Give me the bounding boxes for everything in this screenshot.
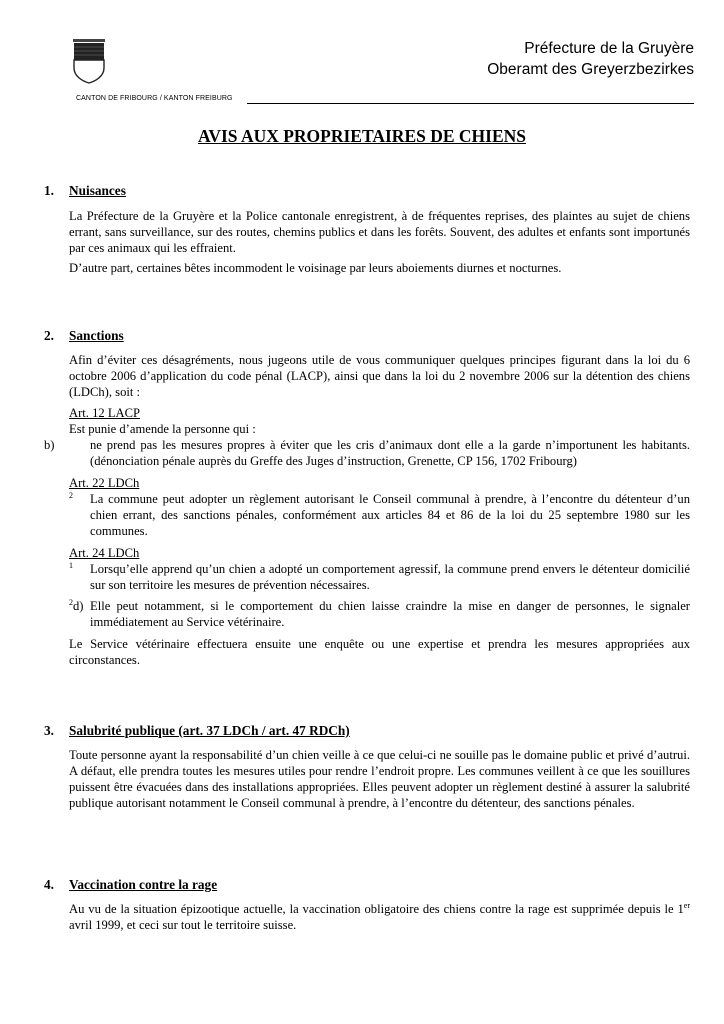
page-title: AVIS AUX PROPRIETAIRES DE CHIENS [197, 126, 527, 146]
section-sanctions [44, 328, 690, 672]
paragraph-number: 2 [69, 491, 73, 500]
article-item [69, 561, 690, 593]
article-item [44, 437, 690, 469]
paragraph-number: 2 [69, 597, 73, 607]
item-text: La commune peut adopter un règlement autorisant le Conseil communal à prendre, à l’encontre du détenteur d’un chien errant, des sanctions pénales, conformément aux articles 84 et 86 de la loi du 25 septembre 1980 sur les communes. [90, 492, 690, 538]
section-heading [44, 183, 690, 201]
paragraph: Au vu de la situation épizootique actuelle, la vaccination obligatoire des chiens contre la rage est supprimée depuis le 1er avril 1999, et ceci sur tout le territoire suisse. [69, 900, 690, 932]
item-text: ne prend pas les mesures propres à éviter que les cris d’animaux dont elle a la garde n’importunent les habitants. (dénonciation pénale auprès du Greffe des Juges d’instruction, Grenette, CP 156, 1702 Fribourg) [90, 438, 690, 468]
paragraph: Afin d’éviter ces désagréments, nous jugeons utile de vous communiquer quelques principes figurant dans la loi du 6 octobre 2006 d’application du code pénal (LACP), ainsi que dans la loi du 2 novembre 2006 sur la détention des chiens (LDCh), soit : [69, 353, 690, 399]
paragraph-number: 1 [69, 561, 73, 570]
section-nuisances [44, 183, 690, 280]
section-salubrite [44, 723, 690, 815]
article-line: Est punie d’amende la personne qui : [69, 422, 256, 436]
section-title: Vaccination contre la rage [69, 877, 218, 892]
section-title: Salubrité publique (art. 37 LDCh / art. 47 RDCh) [69, 723, 350, 738]
section-vaccination [44, 877, 690, 937]
paragraph: D’autre part, certaines bêtes incommodent le voisinage par leurs aboiements diurnes et nocturnes. [69, 261, 562, 275]
section-heading [44, 328, 690, 346]
item-text: Elle peut notamment, si le comportement du chien laisse craindre la mise en danger de personnes, le signaler immédiatement au Service vétérinaire. [90, 599, 690, 629]
section-number: 1. [44, 183, 54, 198]
office-name-de: Oberamt des Greyerzbezirkes [487, 61, 694, 78]
office-name-fr: Préfecture de la Gruyère [524, 40, 694, 57]
paragraph: La Préfecture de la Gruyère et la Police cantonale enregistrent, à de fréquentes reprises, des plaintes au sujet de chiens errant, sans surveillance, sur des routes, chemins publics et dans les forêts. Souvent, des adultes et enfants sont importunés par ces animaux qui les effraient. [69, 209, 690, 255]
item-marker: d) [73, 599, 84, 613]
section-number: 2. [44, 328, 54, 343]
header-office [487, 38, 694, 80]
section-number: 3. [44, 723, 54, 738]
section-heading [44, 877, 690, 895]
article-item [69, 598, 690, 630]
ordinal-suffix: er [683, 900, 690, 910]
article-label: Art. 22 LDCh [69, 476, 140, 490]
paragraph: Le Service vétérinaire effectuera ensuite une enquête ou une expertise et prendra les mesures appropriées aux circonstances. [69, 637, 690, 667]
canton-label: CANTON DE FRIBOURG / KANTON FREIBURG [76, 95, 233, 102]
article-label: Art. 24 LDCh [69, 546, 140, 560]
header-divider [247, 103, 694, 104]
article-label: Art. 12 LACP [69, 406, 141, 420]
paragraph: Toute personne ayant la responsabilité d’un chien veille à ce que celui-ci ne souille pas le domaine public et privé d’autrui. A défaut, elle prendra toutes les mesures utiles pour rendre l’endroit propre. Les communes veillent à ce que les souillures puissent être évacuées dans des installations appropriées. Elles peuvent adopter un règlement destiné à assurer la salubrité publique autorisant notamment le Conseil communal à prendre, à l’encontre du détenteur, des sanctions pénales. [69, 748, 690, 810]
section-title: Nuisances [69, 183, 126, 198]
item-marker: b) [44, 438, 55, 452]
item-text: Lorsqu’elle apprend qu’un chien a adopté un comportement agressif, la commune prend envers le détenteur domicilié sur son territoire les mesures de prévention nécessaires. [90, 562, 690, 592]
section-title: Sanctions [69, 328, 124, 343]
canton-coat-of-arms-icon [72, 38, 106, 84]
section-heading [44, 723, 690, 741]
section-number: 4. [44, 877, 54, 892]
article-item [69, 491, 690, 539]
